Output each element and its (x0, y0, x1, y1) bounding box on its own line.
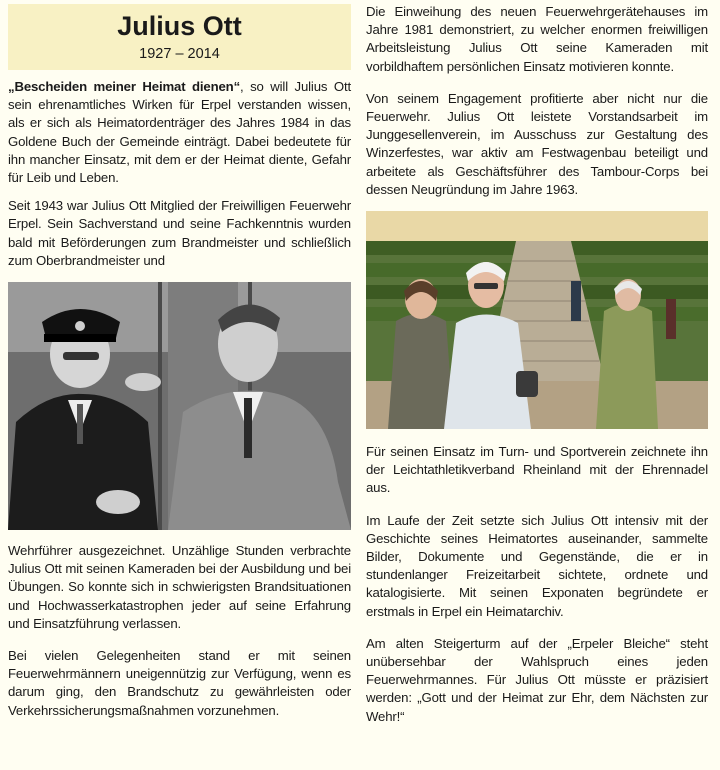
park-photo (366, 211, 708, 429)
paragraph-motto: Am alten Steigerturm auf der „Erpeler Bleiche“ steht unübersehbar der Wahlspruch eines jeden Feuerwehrmannes. Für Julius Ott müsste er präzisiert werden: „Gott und der Heimat zur Ehr, dem Nächsten zur Wehr!“ (366, 635, 708, 724)
paragraph-fire-brigade: Seit 1943 war Julius Ott Mitglied der Freiwilligen Feuerwehr Erpel. Sein Sachverstand und seine Fachkenntnis wurden bald mit Beförderungen zum Brandmeister und schließlich zum Oberbrandmeister und (8, 198, 351, 268)
intro-quote: „Bescheiden meiner Heimat dienen“ (8, 79, 241, 94)
left-column (8, 0, 351, 720)
paragraph-sports: Für seinen Einsatz im Turn- und Sportverein zeichnete ihn der Leichtathletikverband Rheinland mit der Ehrennadel aus. (366, 444, 708, 496)
paragraph-service: Bei vielen Gelegenheiten stand er mit seinen Feuerwehrmännern uneigennützig zur Verfügung, wenn es darum ging, den Brandschutz zu gewährleisten oder Verkehrssicherungsmaßnahmen vorzunehmen. (8, 648, 351, 718)
page-title: Julius Ott (117, 11, 242, 41)
firefighters-photo (8, 282, 351, 530)
paragraph-leader: Wehrführer ausgezeichnet. Unzählige Stunden verbrachte Julius Ott mit seinen Kameraden bei der Ausbildung und bei Übungen. So konnte sich in schwierigsten Brandsituationen und Hochwasserkatastrophen jeder auf seine Erfahrung und Einsatzführung verlassen. (8, 543, 351, 631)
paragraph-intro (8, 78, 351, 187)
title-box (8, 4, 351, 70)
paragraph-engagement: Von seinem Engagement profitierte aber nicht nur die Feuerwehr. Julius Ott leistete Vorstandsarbeit im Junggesellenverein, im Ausschuss zur Gestaltung des Winzerfestes, war aktiv am Festwagenbau beteiligt und arbeitete als Geschäftsführer des Tambour-Corps bei dessen Neugründung im Jahre 1963. (366, 90, 708, 197)
life-years: 1927 – 2014 (139, 46, 220, 62)
right-column (366, 0, 708, 726)
paragraph-archive: Im Laufe der Zeit setzte sich Julius Ott intensiv mit der Geschichte seines Heimatortes auseinander, sammelte Bilder, Dokumente und Gegenstände, die er in stundenlanger Freizeitarbeit sichtete, ordnete und katalogisierte. Mit seinen Exponaten begründete er erstmals in Erpel ein Heimatarchiv. (366, 512, 708, 619)
intro-text: , so will Julius Ott sein ehrenamtliches Wirken für Erpel verstanden wissen, als er sich als Heimatordenträger des Jahres 1984 in das Goldene Buch der Gemeinde einträgt. Dabei bedeutete für ihn mancher Einsatz, mit dem er der Heimat diente, Gefahr für Leib und Leben. (8, 79, 351, 186)
paragraph-fire-house: Die Einweihung des neuen Feuerwehrgerätehauses im Jahre 1981 demonstriert, zu welcher enormen freiwilligen Arbeitsleistung Julius Ott seine Kameraden mit vorbildhaftem persönlichen Einsatz motivieren konnte. (366, 4, 708, 74)
